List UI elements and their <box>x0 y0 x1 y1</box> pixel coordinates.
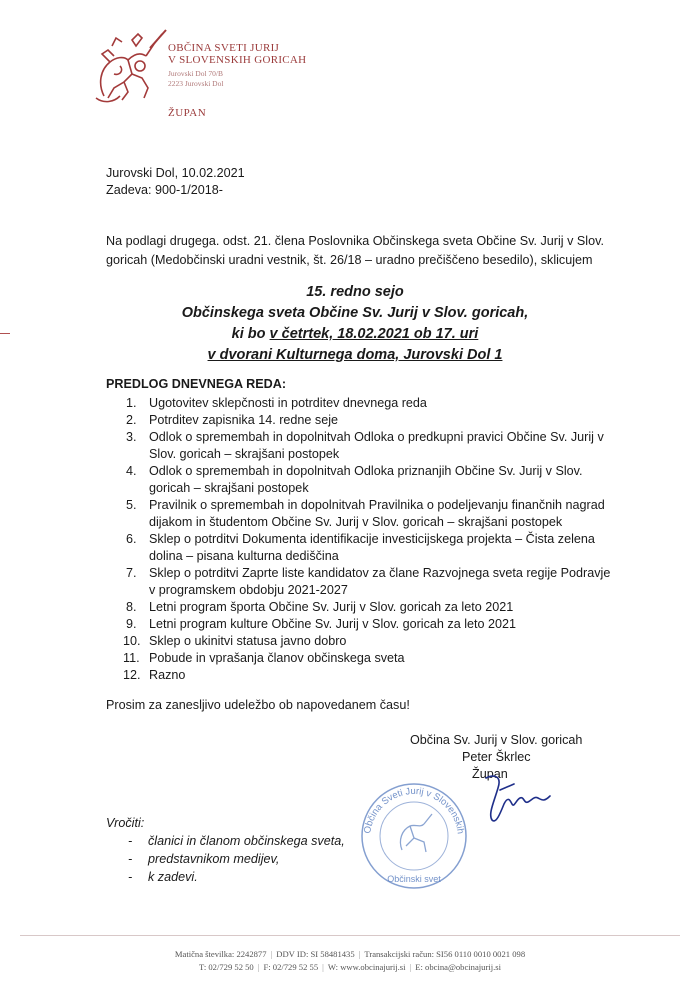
recipient-item: - k zadevi. <box>128 868 345 886</box>
stamp-inner-text: Občinski svet <box>387 874 441 884</box>
letterhead-organization <box>168 42 306 66</box>
agenda-item-number: 6. <box>126 532 137 546</box>
recipient-item: - predstavnikom medijev, <box>128 850 345 868</box>
letterhead-address <box>168 69 223 89</box>
footer-trr: Transakcijski račun: SI56 0110 0010 0021 098 <box>364 949 526 959</box>
agenda-item <box>106 497 616 531</box>
agenda-item-text: Sklep o potrditvi Zaprte liste kandidatov za člane Razvojnega sveta regije Podravje v programskem obdobju 2021-2027 <box>149 566 611 597</box>
agenda-item-text: Razno <box>149 668 186 682</box>
signature-org: Občina Sv. Jurij v Slov. goricah <box>410 733 583 747</box>
agenda-item <box>106 650 616 667</box>
delivery-recipients <box>128 832 345 886</box>
agenda-item <box>106 463 616 497</box>
svg-text:Občina Sveti Jurij v Slovenski <box>358 780 466 837</box>
agenda-item <box>106 667 616 684</box>
address-line-2: 2223 Jurovski Dol <box>168 79 224 88</box>
footer-ddv: DDV ID: SI 58481435 <box>276 949 355 959</box>
letterhead-title: ŽUPAN <box>168 107 207 119</box>
agenda-item <box>106 412 616 429</box>
session-date-prefix: ki bo <box>231 326 270 342</box>
intro-paragraph: Na podlagi drugega. odst. 21. člena Poslovnika Občinskega sveta Občine Sv. Jurij v Slov. goricah (Medobčinski uradni vestnik, št. 26/18 – uradno prečiščeno besedilo), sklicujem <box>106 234 604 267</box>
agenda-item-text: Odlok o spremembah in dopolnitvah Odloka priznanjih Občine Sv. Jurij v Slov. goricah – skrajšani postopek <box>149 464 583 495</box>
agenda-item <box>106 599 616 616</box>
session-date-time: v četrtek, 18.02.2021 ob 17. uri <box>269 326 479 342</box>
handwritten-signature <box>480 770 560 830</box>
fold-mark <box>0 333 10 334</box>
agenda-list <box>106 395 616 684</box>
agenda-item-number: 3. <box>126 430 137 444</box>
session-council: Občinskega sveta Občine Sv. Jurij v Slov. goricah, <box>181 305 529 321</box>
org-line-1: OBČINA SVETI JURIJ <box>168 42 280 54</box>
agenda-item-number: 5. <box>126 498 137 512</box>
address-line-1: Jurovski Dol 70/B <box>168 69 224 78</box>
org-line-2: V SLOVENSKIH GORICAH <box>168 54 307 66</box>
recipient-item: - članici in članom občinskega sveta, <box>128 832 345 850</box>
agenda-item-text: Odlok o spremembah in dopolnitvah Odloka o predkupni pravici Občine Sv. Jurij v Slov. goricah – skrajšani postopek <box>149 430 604 461</box>
agenda-item-number: 1. <box>126 396 137 410</box>
agenda-item-number: 2. <box>126 413 137 427</box>
footer-line-2: T: 02/729 52 50 | F: 02/729 52 55 | W: www.obcinajurij.si | E: obcina@obcinajurij.si <box>199 962 501 972</box>
footer-tel: T: 02/729 52 50 <box>199 962 254 972</box>
session-date <box>106 324 604 345</box>
agenda-item-text: Sklep o ukinitvi statusa javno dobro <box>149 634 347 648</box>
agenda-item-number: 4. <box>126 464 137 478</box>
stamp-text <box>358 780 470 892</box>
agenda-item <box>106 429 616 463</box>
agenda-item-text: Pobude in vprašanja članov občinskega sveta <box>149 651 405 665</box>
session-number: 15. redno sejo <box>306 284 404 300</box>
agenda-item-number: 11. <box>123 651 140 665</box>
subject-reference: Zadeva: 900-1/2018- <box>106 183 223 197</box>
stamp-outer-text: Občina Sveti Jurij v Slovenskih <box>362 785 466 835</box>
agenda-item-text: Pravilnik o spremembah in dopolnitvah Pravilnika o podeljevanju finančnih nagrad dijakom in študentom Občine Sv. Jurij v Slov. goricah – skrajšani postopek <box>149 498 605 529</box>
agenda-item <box>106 633 616 650</box>
delivery-title: Vročiti: <box>106 816 145 830</box>
agenda-item-text: Ugotovitev sklepčnosti in potrditev dnevnega reda <box>149 396 427 410</box>
agenda-item-text: Sklep o potrditvi Dokumenta identifikacije investicijskega projekta – Čista zelena dolina – pisana kulturna dediščina <box>149 532 595 563</box>
agenda-item-number: 8. <box>126 600 137 614</box>
agenda-item-text: Letni program kulture Občine Sv. Jurij v Slov. goricah za leto 2021 <box>149 617 517 631</box>
agenda-item <box>106 531 616 565</box>
footer-line-1: Matična številka: 2242877 | DDV ID: SI 58481435 | Transakcijski račun: SI56 0110 0010 0021 098 <box>174 949 526 959</box>
agenda-item-number: 9. <box>126 617 137 631</box>
agenda-item <box>106 616 616 633</box>
agenda-item-number: 12. <box>123 668 141 682</box>
place-date: Jurovski Dol, 10.02.2021 <box>106 166 245 180</box>
agenda-title: PREDLOG DNEVNEGA REDA: <box>106 377 287 391</box>
agenda-item-number: 7. <box>126 566 137 580</box>
footer-maticna: Matična številka: 2242877 <box>174 949 267 959</box>
session-venue: v dvorani Kulturnega doma, Jurovski Dol 1 <box>207 347 503 363</box>
footer-divider <box>20 935 680 936</box>
agenda-item-text: Potrditev zapisnika 14. redne seje <box>149 413 339 427</box>
agenda-item <box>106 565 616 599</box>
closing-sentence: Prosim za zanesljivo udeležbo ob napovedanem času! <box>106 698 410 712</box>
agenda-item-text: Letni program športa Občine Sv. Jurij v Slov. goricah za leto 2021 <box>149 600 514 614</box>
signature-name: Peter Škrlec <box>462 750 531 764</box>
footer-fax: F: 02/729 52 55 <box>263 962 319 972</box>
agenda-item-number: 10. <box>123 634 141 648</box>
footer-web[interactable]: W: www.obcinajurij.si <box>327 962 406 972</box>
footer-email[interactable]: E: obcina@obcinajurij.si <box>415 962 501 972</box>
agenda-item <box>106 395 616 412</box>
signature-role: Župan <box>472 767 508 781</box>
municipality-logo-icon <box>84 26 168 110</box>
